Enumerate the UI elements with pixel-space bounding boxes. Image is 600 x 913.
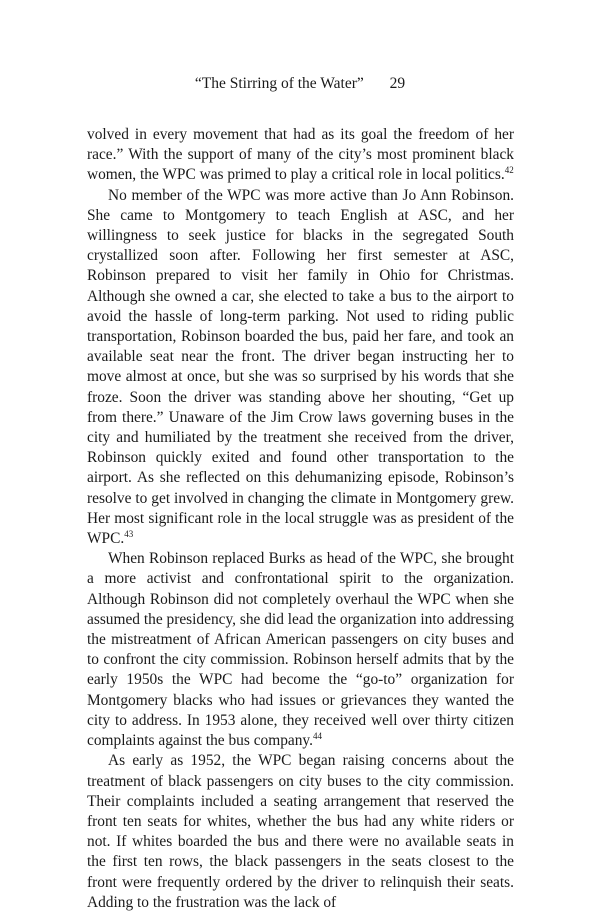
body-text [87, 125, 514, 913]
paragraph-1-text: volved in every movement that had as its goal the freedom of her race.” With the support of many of the city’s most prominent black women, the WPC was primed to play a critical role in local politics. [87, 126, 514, 184]
paragraph-1 [87, 125, 514, 186]
footnote-ref-42: 42 [504, 165, 514, 176]
paragraph-3-text: When Robinson replaced Burks as head of the WPC, she brought a more activist and confrontational spirit to the organization. Although Robinson did not completely overhaul the WPC when she assumed the presidency, she did lead the organization into addressing the mistreatment of African American passengers on city buses and to confront the city commission. Robinson herself admits that by the early 1950s the WPC had become the “go-to” organization for Montgomery blacks who had issues or grievances they wanted the city to address. In 1953 alone, they received well over thirty citizen complaints against the bus company. [87, 550, 514, 750]
paragraph-2-text: No member of the WPC was more active than Jo Ann Robinson. She came to Montgomery to teach English at ASC, and her willingness to seek justice for blacks in the segregated South crystallized soon after. Following her first semester at ASC, Robinson prepared to visit her family in Ohio for Christmas. Although she owned a car, she elected to take a bus to the airport to avoid the hassle of long-term parking. Not used to riding public transportation, Robinson boarded the bus, paid her fare, and took an available seat near the front. The driver began instructing her to move almost at once, but she was so surprised by his words that she froze. Soon the driver was standing above her shouting, “Get up from there.” Unaware of the Jim Crow laws governing buses in the city and humiliated by the treatment she received from the driver, Robinson quickly exited and found other transportation to the airport. As she reflected on this dehumanizing episode, Robinson’s resolve to get involved in changing the climate in Montgomery grew. Her most significant role in the local struggle was as president of the WPC. [87, 186, 514, 548]
paragraph-4-text: As early as 1952, the WPC began raising concerns about the treatment of black passengers on city buses to the city commission. Their complaints included a seating arrangement that reserved the front ten seats for whites, whether the bus had any white riders or not. If whites boarded the bus and there were no available seats in the first ten rows, the black passengers in the seats closest to the front were frequently ordered by the driver to relinquish their seats. Adding to the frustration was the lack of [87, 752, 514, 911]
chapter-title: “The Stirring of the Water” [194, 75, 364, 92]
footnote-ref-44: 44 [312, 731, 322, 742]
footnote-ref-43: 43 [124, 529, 134, 540]
paragraph-4 [87, 751, 514, 913]
paragraph-2 [87, 186, 514, 550]
paragraph-3 [87, 549, 514, 751]
page-number: 29 [389, 75, 406, 92]
running-head [0, 74, 600, 94]
